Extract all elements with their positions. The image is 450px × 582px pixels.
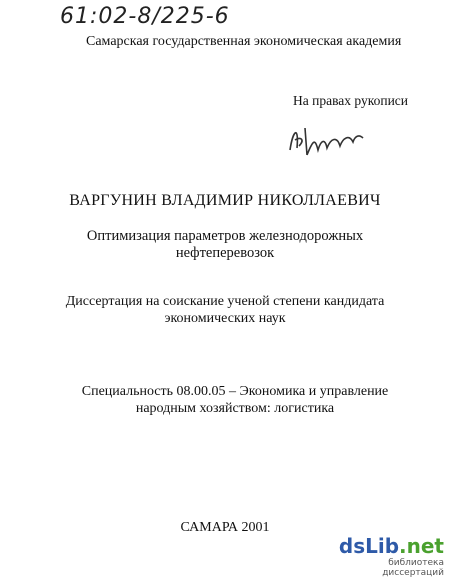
watermark-logo-suffix: .net <box>399 534 444 558</box>
author-name: ВАРГУНИН ВЛАДИМИР НИКОЛЛАЕВИЧ <box>69 192 381 209</box>
watermark <box>324 534 444 578</box>
specialty-statement <box>0 383 450 417</box>
title-line: нефтеперевозок <box>175 245 275 261</box>
degree-line: экономических наук <box>164 311 286 326</box>
city-year: САМАРА 2001 <box>180 520 270 535</box>
degree-line: Диссертация на соискание ученой степени кандидата <box>65 294 385 309</box>
manuscript-rights-note: На правах рукописи <box>293 93 409 108</box>
handwritten-signature <box>285 110 365 165</box>
dissertation-title <box>0 228 450 262</box>
degree-statement <box>0 293 450 327</box>
watermark-subtitle: библиотека диссертаций <box>382 558 444 578</box>
handwritten-catalog-code: 61:02-8/225-6 <box>60 4 230 29</box>
specialty-line: Специальность 08.00.05 – Экономика и управление <box>81 384 389 399</box>
specialty-line: народным хозяйством: логистика <box>135 401 335 416</box>
academy-name: Самарская государственная экономическая академия <box>86 34 402 49</box>
watermark-logo <box>324 534 444 558</box>
title-line: Оптимизация параметров железнодорожных <box>86 228 364 244</box>
watermark-logo-prefix: dsLib <box>338 534 400 558</box>
